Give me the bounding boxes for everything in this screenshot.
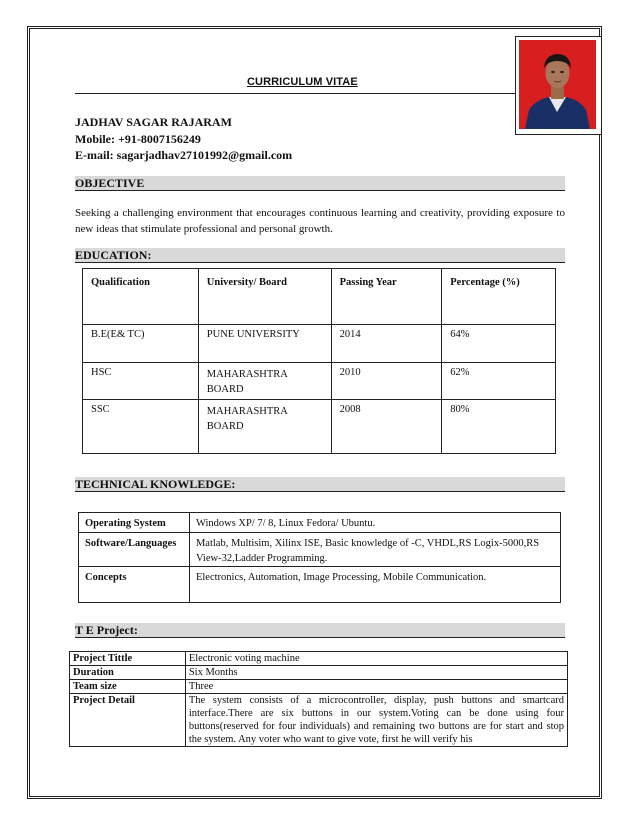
table-cell: Software/Languages bbox=[79, 533, 190, 567]
table-cell: MAHARASHTRA BOARD bbox=[198, 400, 331, 454]
section-technical-knowledge bbox=[75, 477, 565, 492]
table-cell: PUNE UNIVERSITY bbox=[198, 325, 331, 363]
table-row bbox=[70, 666, 568, 680]
objective-text: Seeking a challenging environment that encourages continuous learning and creativity, providing exposure to new ideas that stimulate professional and personal growth. bbox=[75, 207, 565, 235]
table-cell: SSC bbox=[83, 400, 199, 454]
table-row bbox=[70, 652, 568, 666]
table-row bbox=[79, 513, 561, 533]
table-cell: HSC bbox=[83, 363, 199, 400]
mobile-number: Mobile: +91-8007156249 bbox=[75, 132, 201, 146]
section-heading: OBJECTIVE bbox=[75, 176, 145, 190]
table-row bbox=[79, 567, 561, 603]
table-cell: Windows XP/ 7/ 8, Linux Fedora/ Ubuntu. bbox=[189, 513, 560, 533]
section-heading: TECHNICAL KNOWLEDGE: bbox=[75, 477, 236, 491]
column-header: Qualification bbox=[83, 269, 199, 325]
table-cell: 2008 bbox=[331, 400, 442, 454]
table-cell: 64% bbox=[442, 325, 556, 363]
column-header: Percentage (%) bbox=[442, 269, 556, 325]
section-education bbox=[75, 248, 565, 263]
technical-table bbox=[78, 512, 561, 603]
section-objective bbox=[75, 176, 565, 191]
column-header: Passing Year bbox=[331, 269, 442, 325]
table-row bbox=[83, 363, 556, 400]
table-cell: Electronic voting machine bbox=[185, 652, 567, 666]
table-cell: Project Tittle bbox=[70, 652, 186, 666]
table-cell: Project Detail bbox=[70, 694, 186, 747]
table-header-row bbox=[83, 269, 556, 325]
table-cell: 2010 bbox=[331, 363, 442, 400]
email-address: E-mail: sagarjadhav27101992@gmail.com bbox=[75, 148, 293, 162]
table-row bbox=[70, 694, 568, 747]
table-cell: Six Months bbox=[185, 666, 567, 680]
table-cell: Duration bbox=[70, 666, 186, 680]
person-portrait-icon bbox=[519, 40, 596, 129]
table-cell: Matlab, Multisim, Xilinx ISE, Basic knowledge of -C, VHDL,RS Logix-5000,RS View-32,Ladder Programming. bbox=[189, 533, 560, 567]
title-rule bbox=[75, 93, 515, 94]
document-title: CURRICULUM VITAE bbox=[247, 76, 358, 88]
candidate-name: JADHAV SAGAR RAJARAM bbox=[75, 115, 232, 129]
table-cell: Concepts bbox=[79, 567, 190, 603]
table-row bbox=[70, 680, 568, 694]
profile-photo-frame bbox=[515, 36, 602, 135]
table-cell: 2014 bbox=[331, 325, 442, 363]
table-cell: 80% bbox=[442, 400, 556, 454]
table-cell: B.E(E& TC) bbox=[83, 325, 199, 363]
column-header: University/ Board bbox=[198, 269, 331, 325]
table-cell: Electronics, Automation, Image Processing, Mobile Communication. bbox=[189, 567, 560, 603]
section-heading: EDUCATION: bbox=[75, 248, 152, 262]
profile-photo bbox=[519, 40, 596, 129]
table-row bbox=[83, 325, 556, 363]
table-row bbox=[79, 533, 561, 567]
table-cell: Three bbox=[185, 680, 567, 694]
section-project bbox=[75, 623, 565, 638]
table-cell: The system consists of a microcontroller, display, push buttons and smartcard interface.There are six buttons in our system.Voting can be done using four buttons(reserved for four individuals) and remaining two buttons are for start and stop the system. Any voter who want to give vote, first he will verify his bbox=[185, 694, 567, 747]
table-row bbox=[83, 400, 556, 454]
table-cell: 62% bbox=[442, 363, 556, 400]
project-table bbox=[69, 651, 568, 747]
table-cell: MAHARASHTRA BOARD bbox=[198, 363, 331, 400]
table-cell: Operating System bbox=[79, 513, 190, 533]
education-table bbox=[82, 268, 556, 454]
section-heading: T E Project: bbox=[75, 623, 138, 637]
table-cell: Team size bbox=[70, 680, 186, 694]
